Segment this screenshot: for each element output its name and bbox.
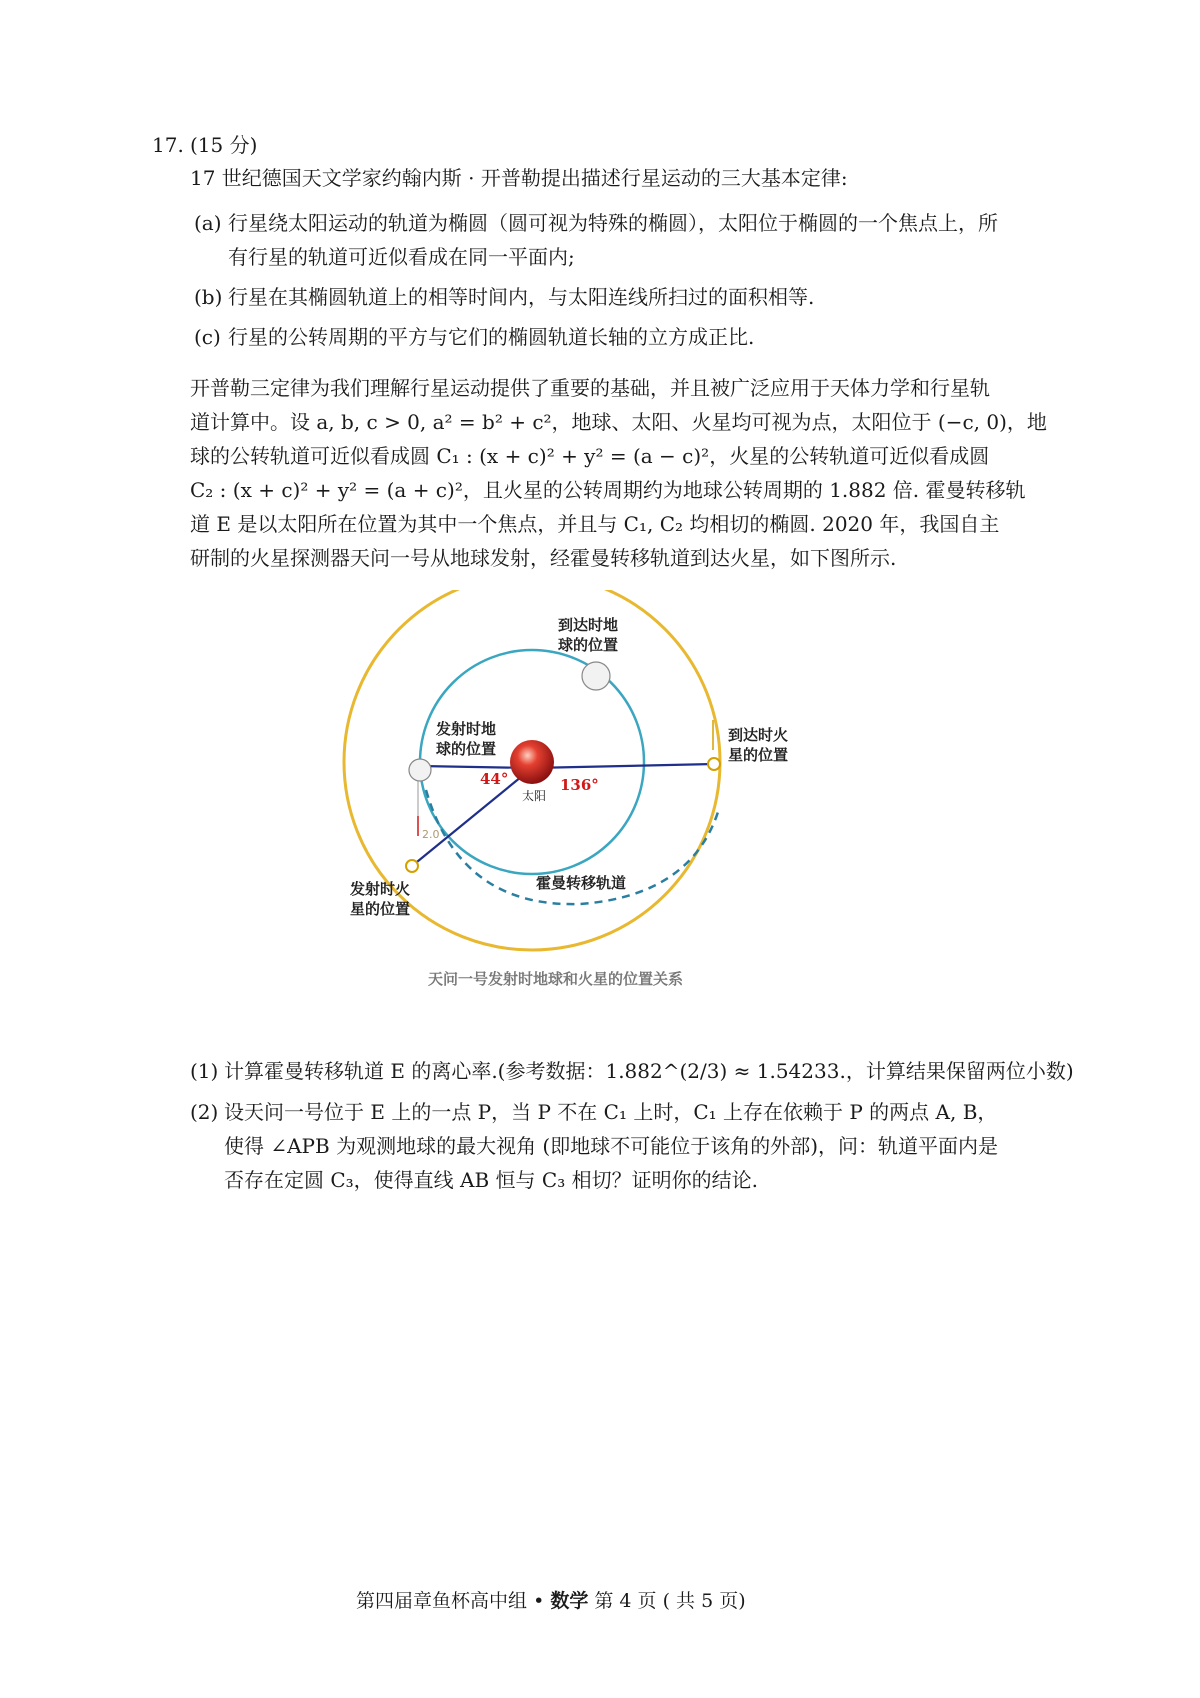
problem-intro: 17 世纪德国天文学家约翰内斯 · 开普勒提出描述行星运动的三大基本定律:: [190, 166, 848, 190]
sun-arrival-mars-line: [532, 764, 714, 768]
question-2-line2: 使得 ∠APB 为观测地球的最大视角 (即地球不可能位于该角的外部)，问：轨道平面内是: [224, 1134, 999, 1158]
law-b-tag: (b): [194, 285, 223, 309]
question-2-tag: (2): [190, 1100, 219, 1124]
label-transfer-orbit: 霍曼转移轨道: [536, 874, 627, 892]
mars-arrival-icon: [708, 758, 720, 770]
label-arrive-mars-2: 星的位置: [728, 746, 789, 764]
body-line-1: 开普勒三定律为我们理解行星运动提供了重要的基础，并且被广泛应用于天体力学和行星轨: [190, 376, 990, 400]
label-launch-mars-1: 发射时火: [350, 880, 411, 898]
label-launch-mars-2: 星的位置: [350, 900, 411, 918]
body-line-3: 球的公转轨道可近似看成圆 C₁ : (x + c)² + y² = (a − c)²，火星的公转轨道可近似看成圆: [190, 444, 990, 468]
body-line-5: 道 E 是以太阳所在位置为其中一个焦点，并且与 C₁, C₂ 均相切的椭圆. 2020 年，我国自主: [190, 512, 1000, 536]
footer-contest: 第四届章鱼杯高中组: [356, 1590, 528, 1612]
question-1-tag: (1): [190, 1059, 219, 1083]
question-2-line3: 否存在定圆 C₃，使得直线 AB 恒与 C₃ 相切？证明你的结论.: [224, 1168, 758, 1192]
sun-icon: [510, 740, 554, 784]
angle-44: 44°: [480, 770, 509, 788]
label-arrive-mars-1: 到达时火: [728, 726, 789, 744]
law-a-tag: (a): [194, 211, 222, 235]
law-a-line1: 行星绕太阳运动的轨道为椭圆（圆可视为特殊的椭圆），太阳位于椭圆的一个焦点上，所: [228, 211, 998, 235]
footer-bullet: •: [533, 1590, 545, 1612]
law-c-tag: (c): [194, 325, 221, 349]
label-launch-earth-2: 球的位置: [436, 740, 497, 758]
mars-launch-icon: [406, 860, 418, 872]
footer-page: 第 4 页 ( 共 5 页): [594, 1590, 746, 1612]
footer-subject: 数学: [550, 1590, 589, 1612]
law-a-line2: 有行星的轨道可近似看成在同一平面内;: [228, 245, 575, 269]
body-line-4: C₂ : (x + c)² + y² = (a + c)²，且火星的公转周期约为地球公转周期的 1.882 倍. 霍曼转移轨: [190, 478, 1026, 502]
earth-launch-icon: [409, 759, 431, 781]
body-line-6: 研制的火星探测器天问一号从地球发射，经霍曼转移轨道到达火星，如下图所示.: [190, 546, 897, 570]
sun-label: 太阳: [522, 789, 547, 803]
small-mark: 2.0: [422, 828, 440, 841]
question-2-line1: 设天问一号位于 E 上的一点 P，当 P 不在 C₁ 上时，C₁ 上存在依赖于 P 的两点 A, B，: [224, 1100, 998, 1124]
label-launch-earth-1: 发射时地: [436, 720, 497, 738]
page-footer: [356, 1586, 746, 1613]
angle-136: 136°: [560, 776, 599, 794]
figure-caption: 天问一号发射时地球和火星的位置关系: [428, 970, 684, 988]
orbit-diagram: [330, 590, 810, 960]
label-arrive-earth-1: 到达时地: [558, 616, 619, 634]
problem-points: (15 分): [190, 133, 258, 157]
sun-launch-mars-line: [412, 768, 532, 866]
label-arrive-earth-2: 球的位置: [558, 636, 619, 654]
problem-number: 17.: [152, 133, 184, 157]
body-line-2: 道计算中。设 a, b, c > 0, a² = b² + c²，地球、太阳、火星均可视为点，太阳位于 (−c, 0)，地: [190, 410, 1047, 434]
earth-arrival-icon: [582, 662, 610, 690]
law-b-line1: 行星在其椭圆轨道上的相等时间内，与太阳连线所扫过的面积相等.: [228, 285, 815, 309]
question-1-line1: 计算霍曼转移轨道 E 的离心率.(参考数据：1.882^(2/3) ≈ 1.54233.，计算结果保留两位小数): [224, 1059, 1074, 1083]
law-c-line1: 行星的公转周期的平方与它们的椭圆轨道长轴的立方成正比.: [228, 325, 755, 349]
